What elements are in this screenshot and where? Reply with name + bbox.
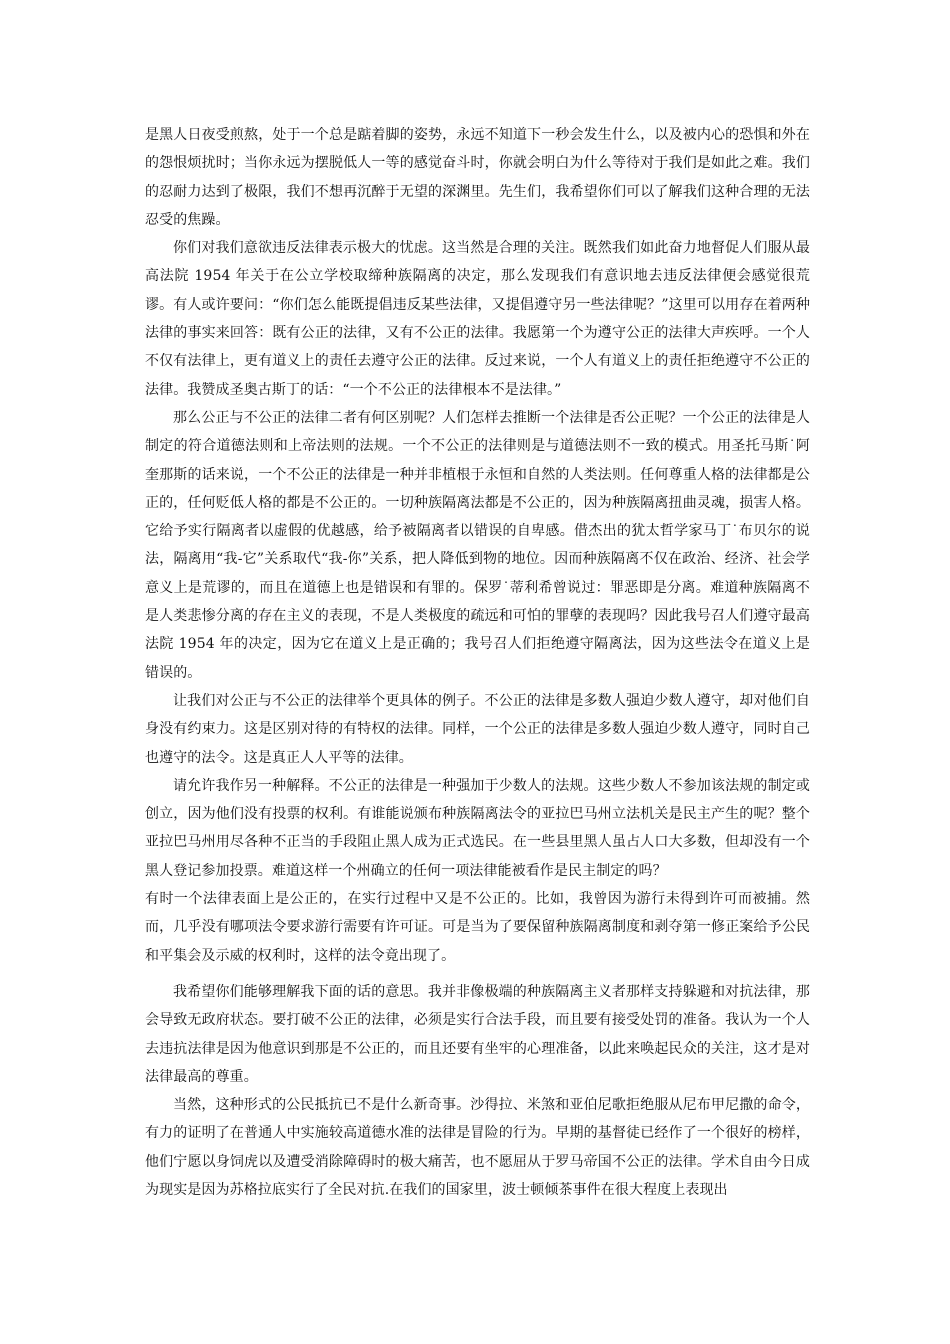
- paragraph-just-unjust-difference: 那么公正与不公正的法律二者有何区别呢？人们怎样去推断一个法律是否公正呢？一个公正的法律是人制定的符合道德法则和上帝法则的法规。一个不公正的法律则是与道德法则不一致的模式。用圣托马斯˙阿奎那斯的话来说，一个不公正的法律是一种并非植根于永恒和自然的人类法则。任何尊重人格的法律都是公正的，任何贬低人格的都是不公正的。一切种族隔离法都是不公正的，因为种族隔离扭曲灵魂，损害人格。它给予实行隔离者以虚假的优越感，给予被隔离者以错误的自卑感。借杰出的犹太哲学家马丁˙布贝尔的说法，隔离用“我-它”关系取代“我-你”关系，把人降低到物的地位。因而种族隔离不仅在政治、经济、社会学意义上是荒谬的，而且在道德上也是错误和有罪的。保罗˙蒂利希曾说过：罪恶即是分离。难道种族隔离不是人类悲惨分离的存在主义的表现，不是人类极度的疏远和可怕的罪孽的表现吗？因此我号召人们遵守最高法院 1954 年的决定，因为它在道义上是正确的；我号召人们拒绝遵守隔离法，因为这些法令在道义上是错误的。: [145, 409, 810, 681]
- letter-body: [145, 121, 810, 1204]
- paragraph-continuation: 是黑人日夜受煎熬，处于一个总是踮着脚的姿势，永远不知道下一秒会发生什么，以及被内心的恐惧和外在的怨恨烦扰时；当你永远为摆脱低人一等的感觉奋斗时，你就会明白为什么等待对于我们是如此之难。我们的忍耐力达到了极限，我们不想再沉醉于无望的深渊里。先生们，我希望你们可以了解我们这种合理的无法忍受的焦躁。: [145, 127, 810, 228]
- paragraph-concrete-example: 让我们对公正与不公正的法律举个更具体的例子。不公正的法律是多数人强迫少数人遵守，却对他们自身没有约束力。这是区别对待的有特权的法律。同样，一个公正的法律是多数人强迫少数人遵守，同时自己也遵守的法令。这是真正人人平等的法律。: [145, 692, 810, 766]
- paragraph-applied-unjustly: 有时一个法律表面上是公正的，在实行过程中又是不公正的。比如，我曾因为游行未得到许可而被捕。然而，几乎没有哪项法令要求游行需要有许可证。可是当为了要保留种族隔离制度和剥夺第一修正案给予公民和平集会及示威的权利时，这样的法令竟出现了。: [145, 891, 810, 964]
- paragraph-respect-for-law: 我希望你们能够理解我下面的话的意思。我并非像极端的种族隔离主义者那样支持躲避和对抗法律，那会导致无政府状态。要打破不公正的法律，必须是实行合法手段，而且要有接受处罚的准备。我认为一个人去违抗法律是因为他意识到那是不公正的，而且还要有坐牢的心理准备，以此来唤起民众的关注，这才是对法律最高的尊重。: [145, 983, 810, 1085]
- paragraph-law-violation: 你们对我们意欲违反法律表示极大的忧虑。这当然是合理的关注。既然我们如此奋力地督促人们服从最高法院 1954 年关于在公立学校取缔种族隔离的决定，那么发现我们有意识地去违反法律便会感觉很荒谬。有人或许要问：“你们怎么能既提倡违反某些法律，又提倡遵守另一些法律呢？”这里可以用存在着两种法律的事实来回答：既有公正的法律，又有不公正的法律。我愿第一个为遵守公正的法律大声疾呼。一个人不仅有法律上，更有道义上的责任去遵守公正的法律。反过来说，一个人有道义上的责任拒绝遵守不公正的法律。我赞成圣奥古斯丁的话：“一个不公正的法律根本不是法律。”: [145, 240, 810, 398]
- paragraph-another-explanation: 请允许我作另一种解释。不公正的法律是一种强加于少数人的法规。这些少数人不参加该法规的制定或创立，因为他们没有投票的权利。有谁能说颁布种族隔离法令的亚拉巴马州立法机关是民主产生的呢？整个亚拉巴马州用尽各种不正当的手段阻止黑人成为正式选民。在一些县里黑人虽占人口大多数，但却没有一个黑人登记参加投票。难道这样一个州确立的任何一项法律能被看作是民主制定的吗？: [145, 777, 810, 879]
- paragraph-civil-disobedience-history: 当然，这种形式的公民抵抗已不是什么新奇事。沙得拉、米煞和亚伯尼歌拒绝服从尼布甲尼撒的命令，有力的证明了在普通人中实施较高道德水准的法律是冒险的行为。早期的基督徒已经作了一个很好的榜样，他们宁愿以身饲虎以及遭受消除障碍时的极大痛苦，也不愿屈从于罗马帝国不公正的法律。学术自由今日成为现实是因为苏格拉底实行了全民对抗.在我们的国家里，波士顿倾茶事件在很大程度上表现出: [145, 1097, 810, 1198]
